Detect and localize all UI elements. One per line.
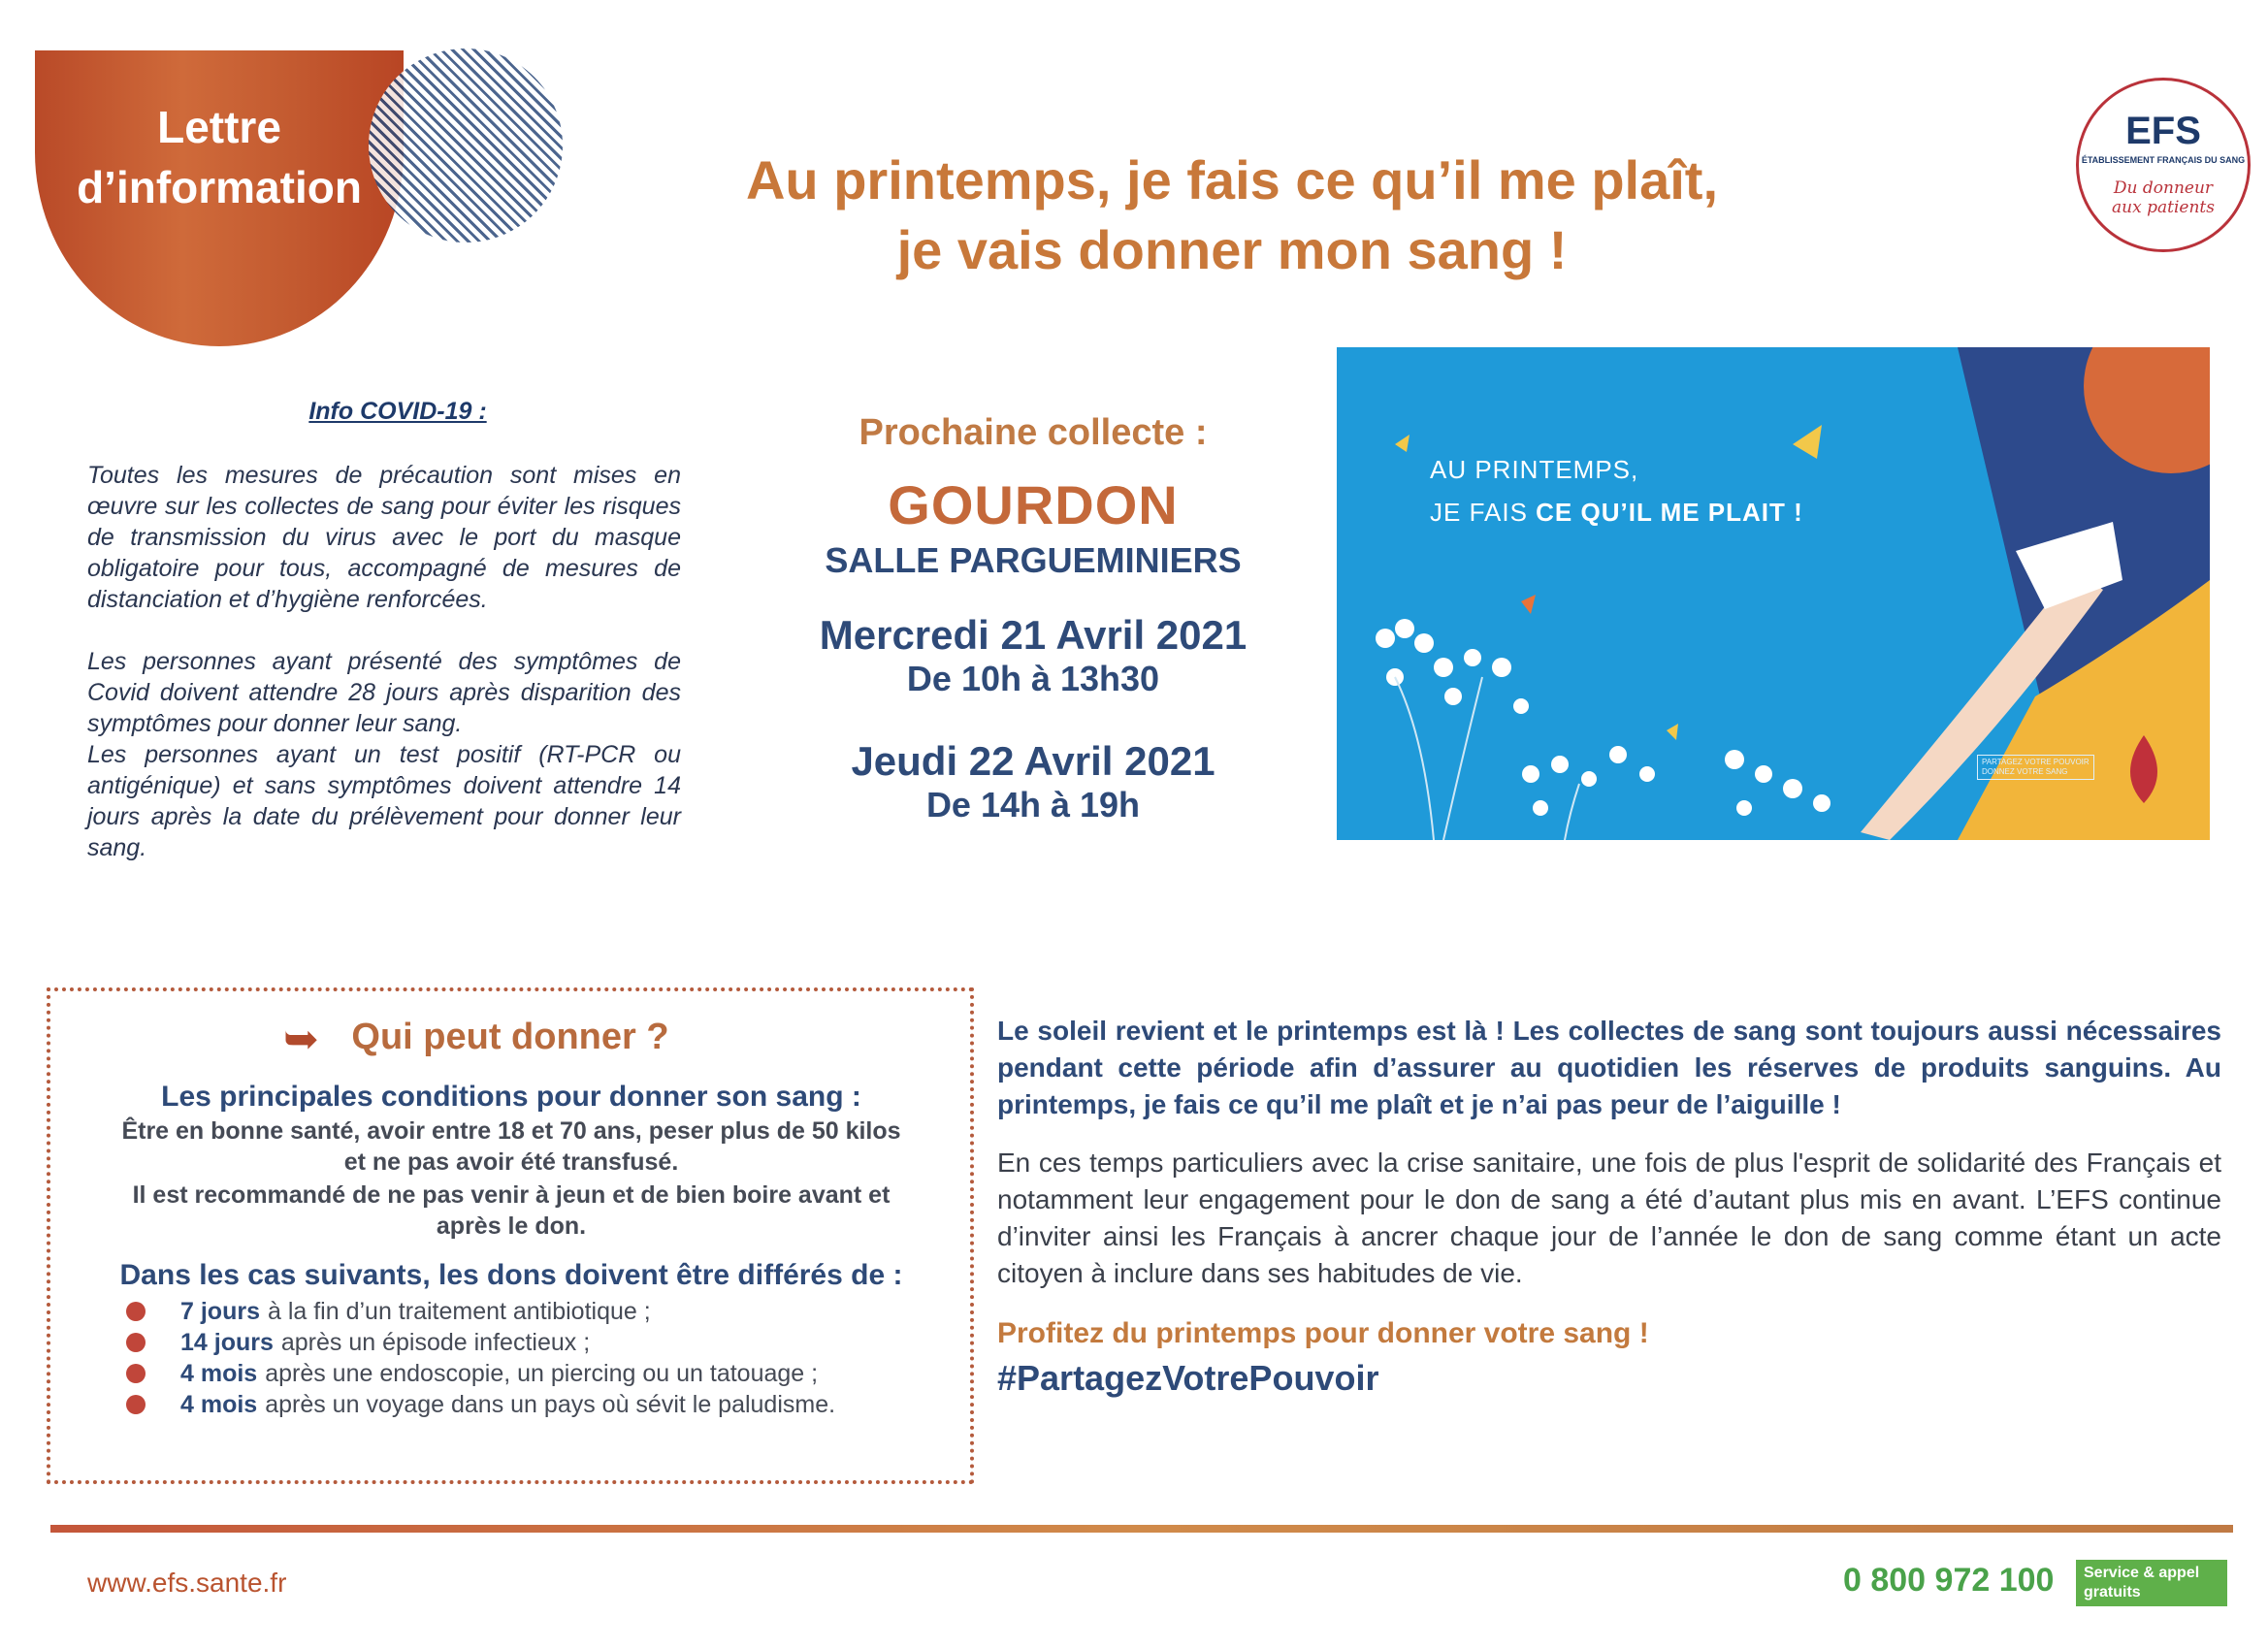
article-cta: Profitez du printemps pour donner votre sang ! xyxy=(997,1317,1649,1349)
article-body: En ces temps particuliers avec la crise sanitaire, une fois de plus l'esprit de solidarité des Français et notamment leur engagement pour le don de sang a été d’autant plus mis en avant. L’EFS continue d’inviter ainsi les Français à ancrer chaque jour de l’année le don de sang comme étant un acte citoyen à inclure dans ses habitudes de vie. xyxy=(997,1148,2221,1288)
poster-share-1: PARTAGEZ VOTRE POUVOIR xyxy=(1982,758,2090,766)
session-2 xyxy=(766,738,1300,825)
deferral-period: 14 jours xyxy=(180,1329,274,1356)
badge-line-2: d’information xyxy=(77,162,362,212)
poster-share-2: DONNEZ VOTRE SANG xyxy=(1982,767,2068,776)
logo-tagline-1: Du donneur xyxy=(2113,178,2214,198)
poster-share-box xyxy=(1977,755,2094,780)
list-item xyxy=(126,1389,960,1420)
logo-tagline xyxy=(2079,178,2248,217)
badge-title xyxy=(35,97,404,217)
bullet-icon xyxy=(126,1333,146,1352)
covid-title: Info COVID-19 : xyxy=(308,398,487,425)
session-hours: De 14h à 19h xyxy=(925,785,1141,824)
poster-line-2a: JE FAIS xyxy=(1430,498,1537,527)
logo-name: EFS xyxy=(2125,110,2201,152)
efs-logo xyxy=(2076,78,2251,252)
deferral-reason: après un voyage dans un pays où sévit le paludisme. xyxy=(265,1391,836,1418)
covid-paragraph-2: Les personnes ayant présenté des symptômes de Covid doivent attendre 28 jours après disparition des symptômes pour donner leur sang. xyxy=(87,648,681,737)
deferral-reason: à la fin d’un traitement antibiotique ; xyxy=(267,1298,651,1325)
footer-website-link[interactable]: www.efs.sante.fr xyxy=(87,1568,287,1598)
badge-line-1: Lettre xyxy=(157,102,281,152)
headline-line-2: je vais donner mon sang ! xyxy=(896,219,1568,280)
deferral-heading: Dans les cas suivants, les dons doivent être différés de : xyxy=(119,1259,903,1291)
conditions-text-2: Il est recommandé de ne pas venir à jeun et de bien boire avant et après le don. xyxy=(132,1181,891,1240)
session-hours: De 10h à 13h30 xyxy=(906,659,1160,698)
deferral-period: 7 jours xyxy=(180,1298,260,1325)
free-service-line-2: gratuits xyxy=(2084,1584,2141,1600)
collection-label: Prochaine collecte : xyxy=(859,412,1208,453)
poster-line-2 xyxy=(1430,491,1803,534)
eligibility-title: Qui peut donner ? xyxy=(351,1017,669,1057)
conditions-heading: Les principales conditions pour donner son sang : xyxy=(161,1081,861,1113)
bullet-icon xyxy=(126,1395,146,1414)
deferral-list xyxy=(126,1296,960,1420)
poster-slogan xyxy=(1430,448,1803,534)
session-1 xyxy=(766,612,1300,699)
eligibility-conditions xyxy=(70,1081,953,1292)
article-hashtag: #PartagezVotrePouvoir xyxy=(997,1358,1379,1398)
list-item xyxy=(126,1327,960,1358)
footer-phone: 0 800 972 100 xyxy=(1843,1562,2055,1599)
covid-paragraph-1: Toutes les mesures de précaution sont mises en œuvre sur les collectes de sang pour éviter les risques de transmission du virus avec le port du masque obligatoire pour tous, accompagné de mesures de distanciation et d’hygiène renforcées. xyxy=(87,462,681,613)
session-date: Jeudi 22 Avril 2021 xyxy=(851,738,1215,784)
poster-line-1: AU PRINTEMPS, xyxy=(1430,455,1639,484)
bullet-icon xyxy=(126,1302,146,1321)
deferral-period: 4 mois xyxy=(180,1391,258,1418)
session-date: Mercredi 21 Avril 2021 xyxy=(819,612,1247,658)
logo-tagline-2: aux patients xyxy=(2112,198,2215,217)
collection-venue: SALLE PARGUEMINIERS xyxy=(825,540,1242,580)
logo-subtitle: ÉTABLISSEMENT FRANÇAIS DU SANG xyxy=(2081,155,2246,165)
deferral-period: 4 mois xyxy=(180,1360,258,1387)
next-collection xyxy=(766,412,1300,825)
conditions-text-1: Être en bonne santé, avoir entre 18 et 70 ans, peser plus de 50 kilos et ne pas avoir été transfusé. xyxy=(121,1117,901,1176)
curved-arrow-icon: ➥ xyxy=(283,1016,319,1063)
free-service-line-1: Service & appel xyxy=(2084,1565,2200,1581)
list-item xyxy=(126,1358,960,1389)
covid-info xyxy=(87,460,681,863)
article xyxy=(997,1013,2221,1399)
deferral-reason: après une endoscopie, un piercing ou un tatouage ; xyxy=(265,1360,819,1387)
covid-paragraph-3: Les personnes ayant un test positif (RT-PCR ou antigénique) et sans symptômes doivent attendre 14 jours après la date du prélèvement pour donner leur sang. xyxy=(87,741,681,861)
headline-line-1: Au printemps, je fais ce qu’il me plaît, xyxy=(745,149,1718,210)
deferral-reason: après un épisode infectieux ; xyxy=(280,1329,591,1356)
list-item xyxy=(126,1296,960,1327)
page-headline xyxy=(621,146,1843,285)
article-lead: Le soleil revient et le printemps est là ! Les collectes de sang sont toujours aussi nécessaires pendant cette période afin d’assurer au quotidien les réserves de produits sanguins. Au printemps, je fais ce qu’il me plaît et je n’ai pas peur de l’aiguille ! xyxy=(997,1016,2221,1119)
bullet-icon xyxy=(126,1364,146,1383)
free-service-badge xyxy=(2076,1560,2227,1606)
poster-line-2b: CE QU’IL ME PLAIT ! xyxy=(1536,498,1803,527)
collection-city: GOURDON xyxy=(888,474,1179,535)
footer-divider xyxy=(50,1525,2233,1533)
campaign-poster xyxy=(1337,347,2210,840)
